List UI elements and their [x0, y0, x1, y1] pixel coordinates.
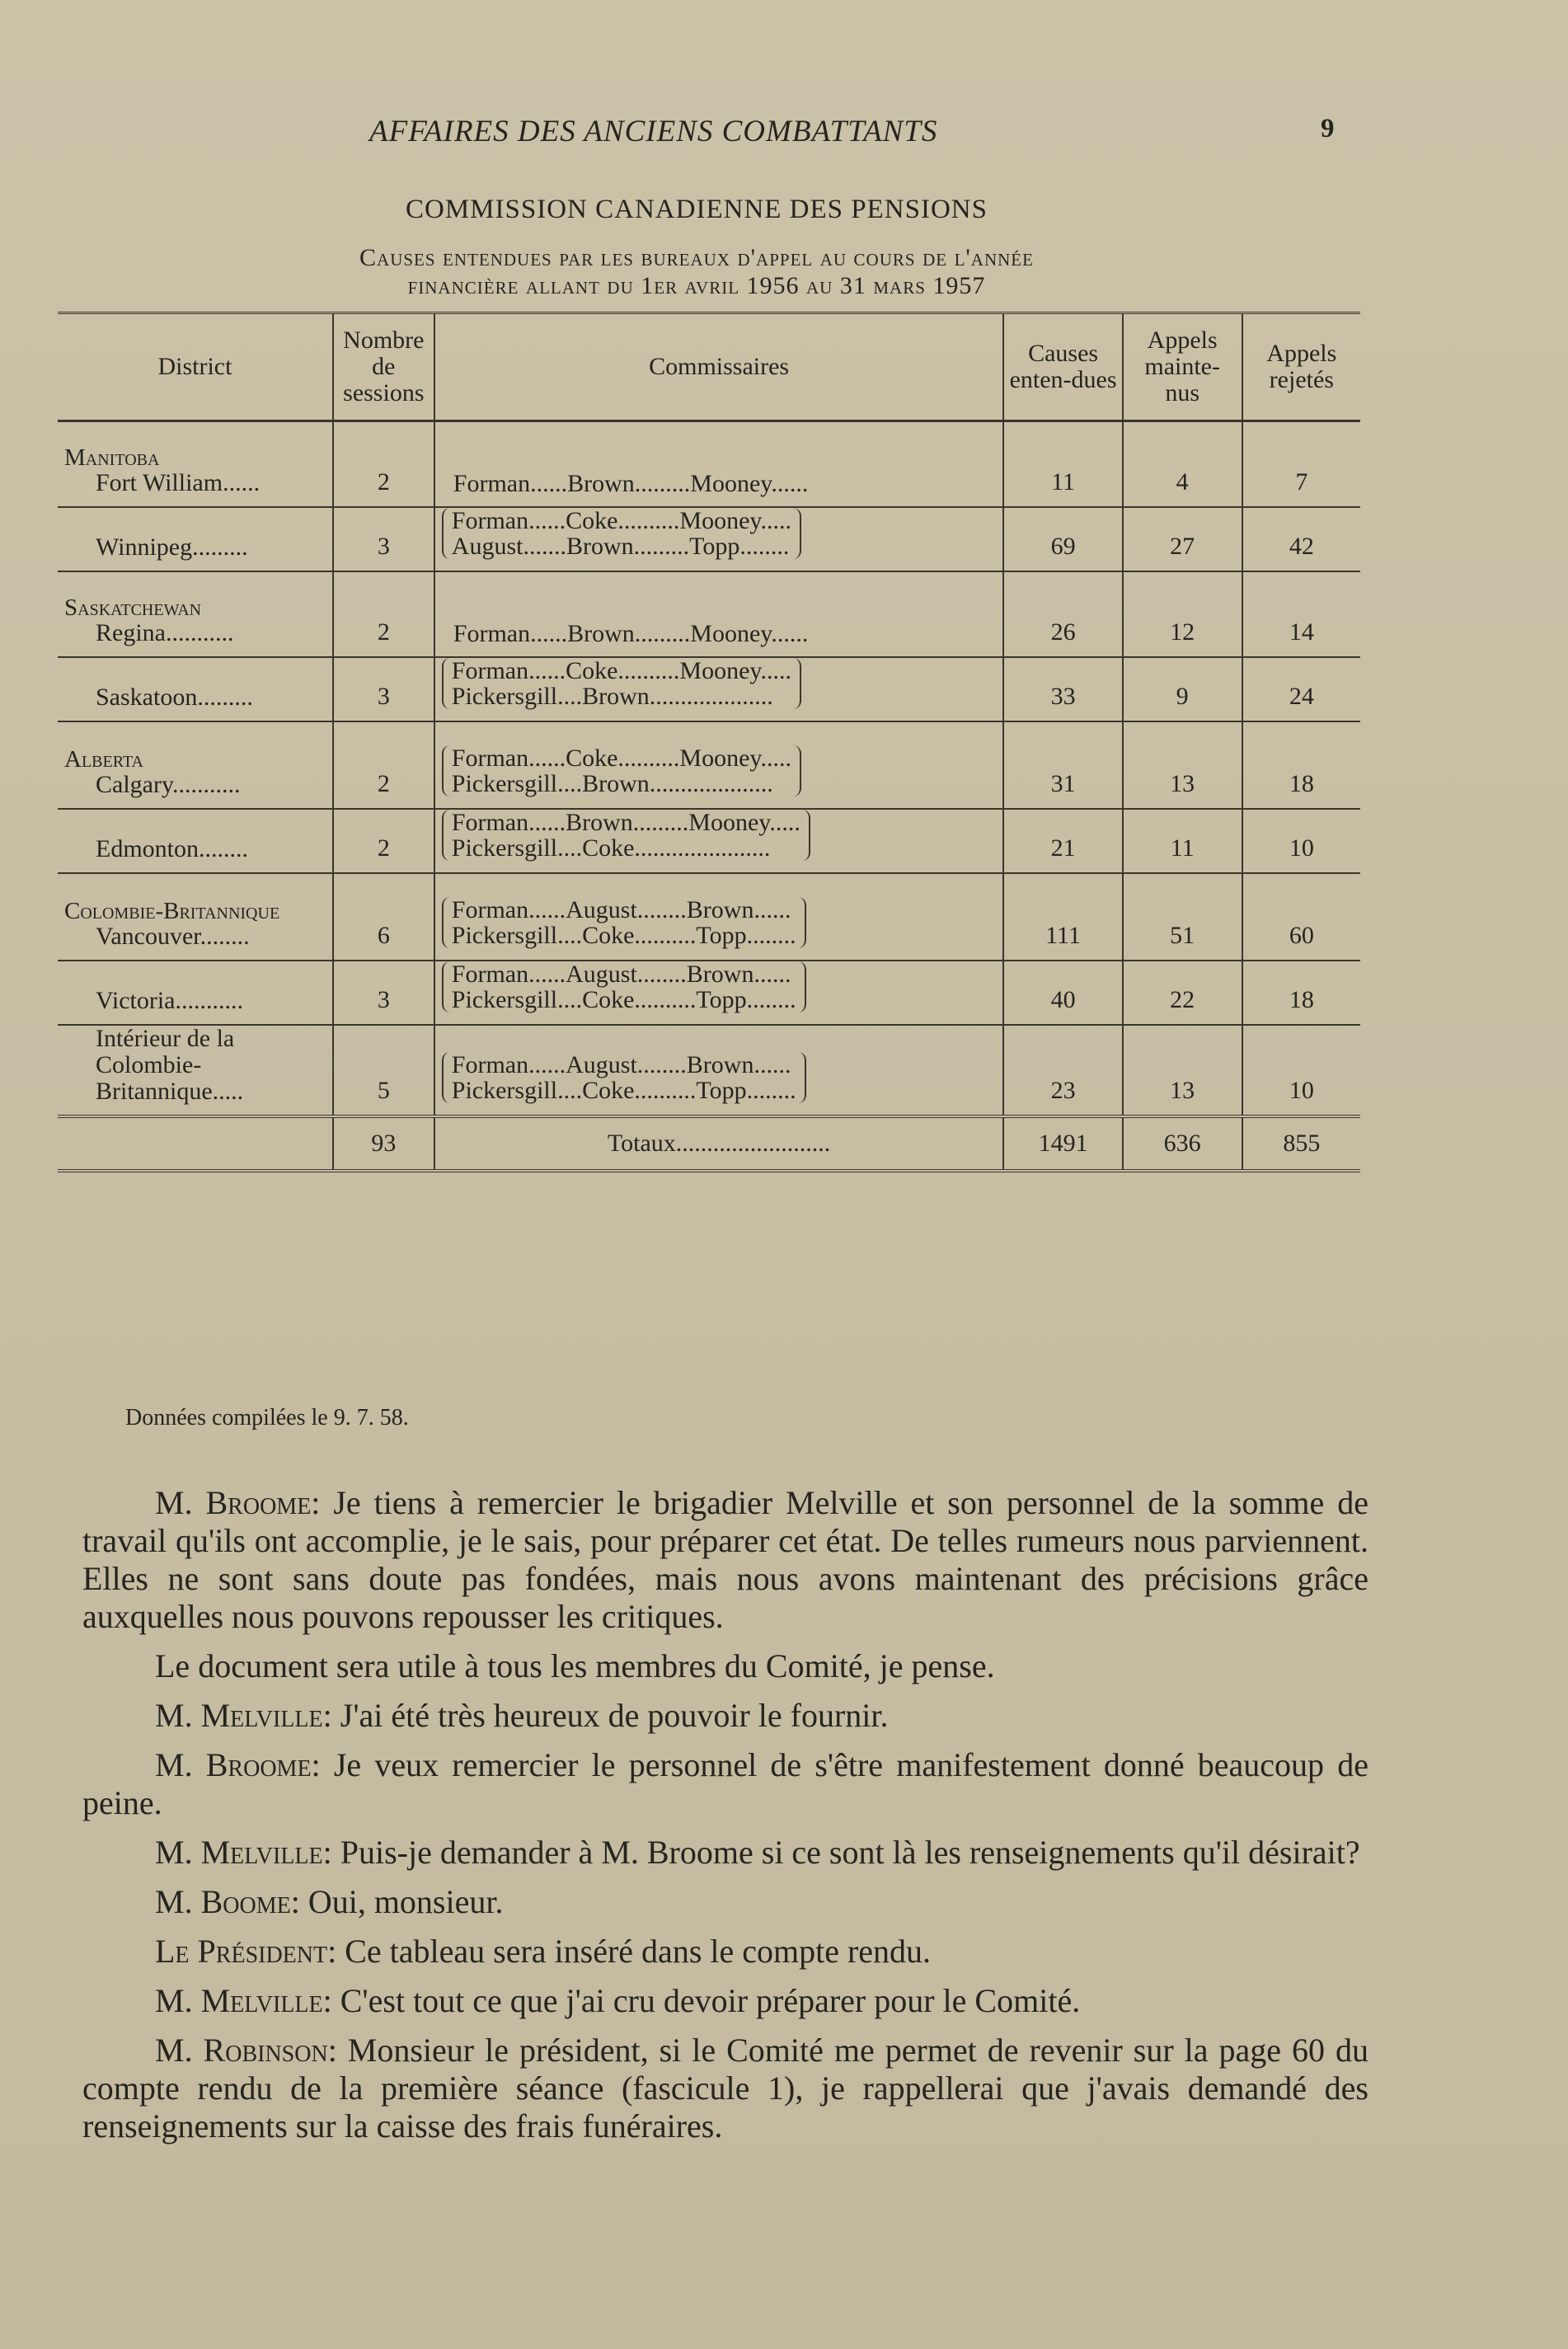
commissioners-cell [434, 721, 1004, 809]
heard-cell: 21 [1003, 809, 1122, 873]
commissioners-line: Pickersgill....Coke..........Topp........ [451, 922, 796, 949]
maintained-cell: 11 [1123, 809, 1242, 873]
commissioners-line: Pickersgill....Brown.................... [451, 770, 773, 797]
heard-cell: 111 [1003, 873, 1122, 961]
table-row [58, 1025, 1360, 1116]
commissioners-cell [434, 961, 1004, 1025]
district-cell [58, 571, 333, 657]
province-name: Manitoba [64, 444, 160, 471]
speaker-name: M. Boome: [155, 1883, 300, 1920]
rejected-cell: 18 [1242, 721, 1360, 809]
rejected-cell: 18 [1242, 961, 1360, 1025]
maintained-cell: 13 [1123, 1025, 1242, 1116]
table-body [58, 421, 1360, 1117]
paragraph [82, 1834, 1368, 1872]
province-name: Colombie-Britannique [64, 898, 280, 924]
heard-cell: 31 [1003, 721, 1122, 809]
district-cell [58, 1025, 333, 1116]
appeals-table [58, 312, 1360, 1172]
location-name: Calgary........... [96, 771, 241, 798]
subtitle-line-1: Causes entendues par les bureaux d'appel au cours de l'année [359, 244, 1034, 271]
commissioners-group [442, 1052, 806, 1103]
commissioners-line: Pickersgill....Brown.................... [451, 683, 773, 710]
location-name: Saskatoon......... [96, 684, 253, 711]
commissioners-cell [434, 873, 1004, 961]
speaker-name: Le Président: [155, 1933, 337, 1970]
paragraph-text: Monsieur le président, si le Comité me permet de revenir sur la page 60 du compte rendu de la première séance (fascicule 1), je rappellerai que j'avais demandé des renseignements sur la caisse des frais funéraires. [82, 2032, 1368, 2145]
header-heard: Causes enten-dues [1003, 313, 1122, 421]
paragraph [82, 1484, 1368, 1636]
rejected-cell: 60 [1242, 873, 1360, 961]
paragraph [82, 1883, 1368, 1921]
commissioners-line: Pickersgill....Coke...................... [451, 834, 771, 862]
commissioners-group [442, 658, 801, 709]
commissioners-line: Forman......August........Brown...... [451, 961, 791, 988]
commissioners-line: Forman......Coke..........Mooney..... [451, 745, 791, 772]
table-row [58, 507, 1360, 571]
commissioners-cell [434, 657, 1004, 721]
speaker-name: M. Robinson: [155, 2032, 337, 2069]
footnote: Données compilées le 9. 7. 58. [125, 1405, 409, 1431]
province-name: Alberta [64, 746, 143, 773]
paragraph-text: Oui, monsieur. [299, 1883, 504, 1920]
district-cell [58, 507, 333, 571]
commissioners-line: Forman......Brown.........Mooney..... [451, 809, 800, 836]
commissioners-group [442, 508, 801, 559]
proceedings-text [82, 1484, 1368, 2157]
sessions-cell: 5 [333, 1025, 434, 1116]
header-sessions: Nombre de sessions [333, 313, 434, 421]
location-name: Winnipeg......... [96, 533, 248, 561]
location-name: Vancouver........ [96, 923, 250, 950]
header-maintained: Appels mainte-nus [1123, 313, 1242, 421]
heard-cell: 69 [1003, 507, 1122, 571]
totals-row [58, 1116, 1360, 1171]
sessions-cell: 2 [333, 809, 434, 873]
sessions-cell: 3 [333, 507, 434, 571]
district-cell [58, 873, 333, 961]
commissioners-cell [434, 809, 1004, 873]
district-cell [58, 721, 333, 809]
commissioners-line: Forman......Brown.........Mooney...... [453, 620, 809, 647]
rejected-cell: 10 [1242, 1025, 1360, 1116]
commissioners-line: Forman......August........Brown...... [451, 896, 791, 923]
table-row [58, 657, 1360, 721]
heard-cell: 33 [1003, 657, 1122, 721]
paragraph-text: Je tiens à remercier le brigadier Melville et son personnel de la somme de travail qu'ils ont accomplie, je le sais, pour préparer cet état. De telles rumeurs nous parviennent. Elles ne sont sans doute pas fondées, mais nous avons maintenant des précisions grâce auxquelles nous pouvons repousser les critiques. [82, 1484, 1368, 1635]
rejected-cell: 24 [1242, 657, 1360, 721]
rejected-cell: 10 [1242, 809, 1360, 873]
totals-label: Totaux......................... [434, 1116, 1004, 1171]
commissioners-group [442, 961, 806, 1012]
heard-cell: 26 [1003, 571, 1122, 657]
location-name: Edmonton........ [96, 835, 248, 862]
speaker-name: M. Melville: [155, 1697, 332, 1734]
rejected-cell: 7 [1242, 421, 1360, 508]
table-row [58, 873, 1360, 961]
province-name: Saskatchewan [64, 594, 202, 621]
table-header-row [58, 313, 1360, 421]
commissioners-group [442, 897, 806, 948]
sessions-cell: 6 [333, 873, 434, 961]
totals-maintained: 636 [1123, 1116, 1242, 1171]
commissioners-line: Forman......August........Brown...... [451, 1051, 791, 1078]
commissioners-cell [434, 421, 1004, 508]
paragraph [82, 1746, 1368, 1822]
header-district: District [58, 313, 333, 421]
location-name: Victoria........... [96, 987, 243, 1014]
sessions-cell: 3 [333, 657, 434, 721]
paragraph [82, 2032, 1368, 2145]
commissioners-line: Forman......Coke..........Mooney..... [451, 507, 791, 534]
paragraph [82, 1982, 1368, 2020]
commissioners-line: Pickersgill....Coke..........Topp........ [451, 1077, 796, 1104]
commissioners-cell [434, 571, 1004, 657]
table-row [58, 721, 1360, 809]
maintained-cell: 27 [1123, 507, 1242, 571]
running-head: AFFAIRES DES ANCIENS COMBATTANTS [369, 115, 938, 148]
location-name: Regina........... [96, 619, 234, 646]
page-number: 9 [1321, 114, 1335, 143]
rejected-cell: 42 [1242, 507, 1360, 571]
district-cell [58, 421, 333, 508]
maintained-cell: 13 [1123, 721, 1242, 809]
maintained-cell: 12 [1123, 571, 1242, 657]
speaker-name: M. Melville: [155, 1982, 332, 2019]
totals-sessions: 93 [333, 1116, 434, 1171]
heard-cell: 11 [1003, 421, 1122, 508]
commissioners-cell [434, 1025, 1004, 1116]
commissioners-line: Forman......Brown.........Mooney...... [453, 470, 809, 497]
maintained-cell: 51 [1123, 873, 1242, 961]
maintained-cell: 9 [1123, 657, 1242, 721]
pension-appeals-table [58, 312, 1360, 1398]
speaker-name: M. Melville: [155, 1834, 332, 1871]
sessions-cell: 2 [333, 571, 434, 657]
commissioners-line: Pickersgill....Coke..........Topp........ [451, 986, 796, 1013]
table-row [58, 421, 1360, 508]
sessions-cell: 2 [333, 721, 434, 809]
paragraph [82, 1647, 1368, 1685]
totals-rejected: 855 [1242, 1116, 1360, 1171]
table-row [58, 809, 1360, 873]
subtitle-line-2: financière allant du 1er avril 1956 au 31 mars 1957 [407, 272, 986, 299]
heard-cell: 40 [1003, 961, 1122, 1025]
paragraph [82, 1697, 1368, 1735]
district-cell [58, 961, 333, 1025]
commissioners-group [442, 810, 810, 861]
location-name: Fort William...... [96, 469, 261, 496]
sessions-cell: 2 [333, 421, 434, 508]
commissioners-line: August.......Brown.........Topp........ [451, 533, 790, 560]
rejected-cell: 14 [1242, 571, 1360, 657]
speaker-name: M. Broome: [155, 1484, 321, 1521]
heard-cell: 23 [1003, 1025, 1122, 1116]
district-cell [58, 809, 333, 873]
commissioners-line: Forman......Coke..........Mooney..... [451, 657, 791, 684]
header-commissioners: Commissaires [434, 313, 1004, 421]
table-row [58, 961, 1360, 1025]
paragraph-text: Le document sera utile à tous les membres du Comité, je pense. [155, 1647, 995, 1684]
commissioners-cell [434, 507, 1004, 571]
paragraph-text: J'ai été très heureux de pouvoir le fournir. [331, 1697, 889, 1734]
maintained-cell: 22 [1123, 961, 1242, 1025]
totals-blank [58, 1116, 333, 1171]
speaker-name: M. Broome: [155, 1746, 321, 1783]
location-name: Intérieur de la Colombie-Britannique..... [96, 1025, 244, 1105]
maintained-cell: 4 [1123, 421, 1242, 508]
commissioners-group [442, 745, 801, 796]
paragraph [82, 1933, 1368, 1971]
paragraph-text: Je veux remercier le personnel de s'être manifestement donné beaucoup de peine. [82, 1746, 1368, 1821]
sessions-cell: 3 [333, 961, 434, 1025]
district-cell [58, 657, 333, 721]
totals-heard: 1491 [1003, 1116, 1122, 1171]
paragraph-text: Ce tableau sera inséré dans le compte rendu. [336, 1933, 932, 1970]
table-title: COMMISSION CANADIENNE DES PENSIONS [406, 195, 988, 224]
paragraph-text: C'est tout ce que j'ai cru devoir préparer pour le Comité. [331, 1982, 1081, 2019]
table-row [58, 571, 1360, 657]
header-rejected: Appels rejetés [1242, 313, 1360, 421]
table-subtitle [0, 244, 1393, 300]
paragraph-text: Puis-je demander à M. Broome si ce sont là les renseignements qu'il désirait? [331, 1834, 1360, 1871]
